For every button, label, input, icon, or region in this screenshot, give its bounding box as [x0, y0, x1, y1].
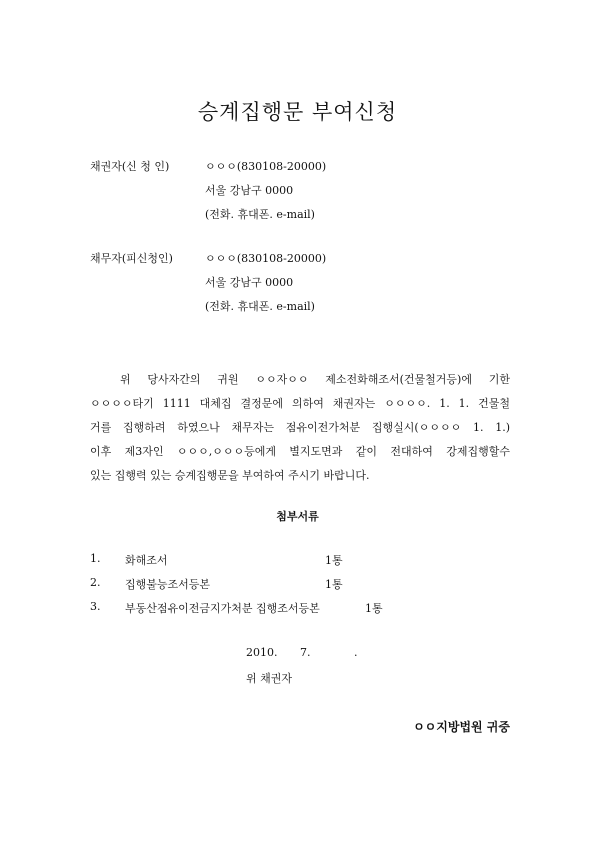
body-line: 있는 집행력 있는 승계집행문을 부여하여 주시기 바랍니다. [90, 469, 370, 482]
attachment-name: 집행불능조서등본 [125, 578, 211, 591]
signer-label: 위 채권자 [246, 672, 293, 685]
attachment-number: 1. [90, 552, 101, 565]
applicant-name: ㅇㅇㅇ(830108-20000) [205, 160, 327, 173]
attachment-number: 2. [90, 576, 101, 589]
attachment-quantity: 1통 [365, 602, 383, 615]
respondent-contact: (전화. 휴대폰. e-mail) [205, 300, 315, 313]
attachment-number: 3. [90, 600, 101, 613]
respondent-address: 서울 강남구 0000 [205, 276, 294, 289]
applicant-label: 채권자(신 청 인) [90, 160, 170, 173]
body-line: 거를 집행하려 하였으나 채무자는 점유이전가처분 집행실시(ㅇㅇㅇㅇ 1. 1.) [90, 421, 510, 434]
body-line: ㅇㅇㅇㅇ타기 1111 대체집 결정문에 의하여 채권자는 ㅇㅇㅇㅇ. 1. 1. 건물철 [90, 397, 510, 410]
attachment-quantity: 1통 [325, 578, 343, 591]
attachments-heading: 첨부서류 [276, 510, 319, 523]
court-addressee: ㅇㅇ지방법원 귀중 [413, 720, 510, 734]
request-paragraph [90, 368, 510, 488]
body-line: 이후 제3자인 ㅇㅇㅇ,ㅇㅇㅇ등에게 별지도면과 같이 전대하여 강제집행할수 [90, 445, 510, 458]
attachment-quantity: 1통 [325, 554, 343, 567]
applicant-address: 서울 강남구 0000 [205, 184, 294, 197]
date-year: 2010. [246, 646, 278, 659]
respondent-label: 채무자(피신청인) [90, 252, 173, 265]
date-month: 7. [300, 646, 311, 659]
applicant-contact: (전화. 휴대폰. e-mail) [205, 208, 315, 221]
respondent-name: ㅇㅇㅇ(830108-20000) [205, 252, 327, 265]
attachment-name: 부동산점유이전금지가처분 집행조서등본 [125, 602, 320, 615]
document-title: 승계집행문 부여신청 [197, 100, 398, 124]
attachment-name: 화해조서 [125, 554, 168, 567]
date-day: . [354, 646, 358, 659]
body-line: 위 당사자간의 귀원 ㅇㅇ자ㅇㅇ 제소전화해조서(건물철거등)에 기한 [120, 373, 510, 386]
